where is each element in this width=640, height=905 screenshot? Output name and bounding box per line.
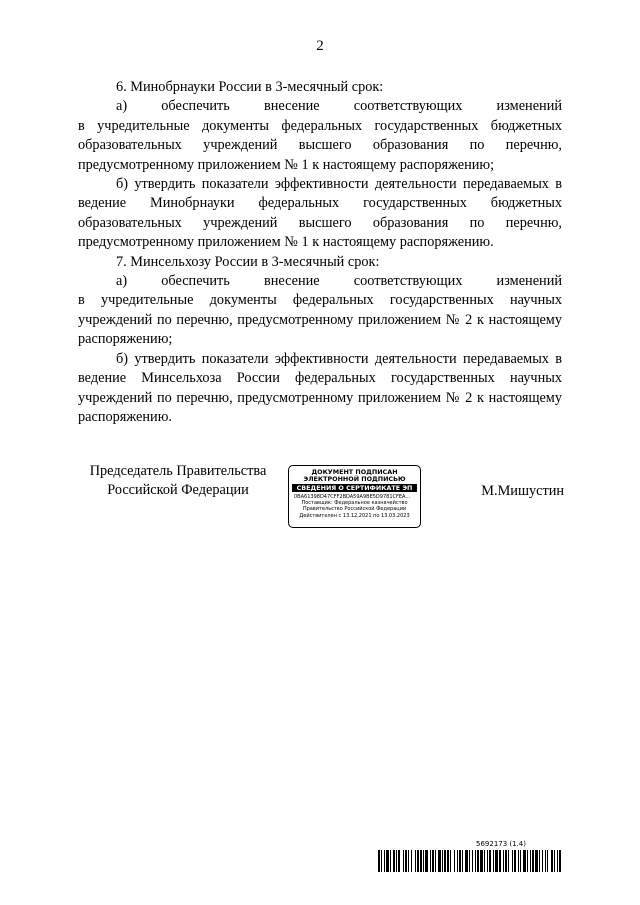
paragraph-6a-first-line: а) обеспечить внесение соответствующих изменений <box>116 98 562 115</box>
stamp-issuer-line2: Правительство Российской Федерации <box>302 506 407 513</box>
barcode <box>378 850 564 872</box>
paragraph-7a-first-line: а) обеспечить внесение соответствующих изменений <box>116 273 562 290</box>
stamp-issuer-line1: Поставщик: Федеральное казначейство <box>301 500 408 507</box>
stamp-title-line1: ДОКУМЕНТ ПОДПИСАН <box>311 468 398 476</box>
stamp-certificate-bar: СВЕДЕНИЯ О СЕРТИФИКАТЕ ЭП <box>292 484 417 492</box>
paragraph-7b: б) утвердить показатели эффективности деятельности передаваемых в ведение Минсельхоза России федеральных государственных научных учреждений по перечню, предусмотренному приложением № 2 к настоящему распоряжению. <box>78 350 562 425</box>
page-number: 2 <box>316 38 324 54</box>
signatory-position-line1: Председатель Правительства <box>89 463 267 479</box>
barcode-text: 5692173 (1.4) <box>476 840 526 848</box>
paragraph-6a-rest: в учредительные документы федеральных государственных бюджетных образовательных учреждений высшего образования по перечню, предусмотренному приложением № 1 к настоящему распоряжению; <box>78 117 562 173</box>
signatory-name: М.Мишустин <box>481 483 564 499</box>
paragraph-7a-rest: в учредительные документы федеральных государственных научных учреждений по перечню, предусмотренному приложением № 2 к настоящему распоряжению; <box>78 292 562 348</box>
signatory-position <box>78 462 278 500</box>
paragraph-6: 6. Минобрнауки России в 3-месячный срок: <box>116 79 384 95</box>
paragraph-7: 7. Минсельхозу России в 3-месячный срок: <box>116 253 380 270</box>
document-body <box>78 78 562 427</box>
electronic-signature-stamp <box>288 465 421 528</box>
stamp-validity: Действителен с 13.12.2021 по 13.03.2023 <box>299 512 410 519</box>
barcode-stripe <box>561 850 564 872</box>
stamp-title <box>289 469 420 483</box>
paragraph-6b: б) утвердить показатели эффективности деятельности передаваемых в ведение Минобрнауки федеральных государственных бюджетных образовательных учреждений высшего образования по перечню, предусмотренному приложением № 1 к настоящему распоряжению. <box>78 176 562 251</box>
stamp-title-line2: ЭЛЕКТРОННОЙ ПОДПИСЬЮ <box>303 475 406 483</box>
stamp-serial: 0BA61398D47CFF2BDA59A9BE5D9781CFEA... <box>294 494 411 500</box>
signatory-position-line2: Российской Федерации <box>107 482 249 498</box>
